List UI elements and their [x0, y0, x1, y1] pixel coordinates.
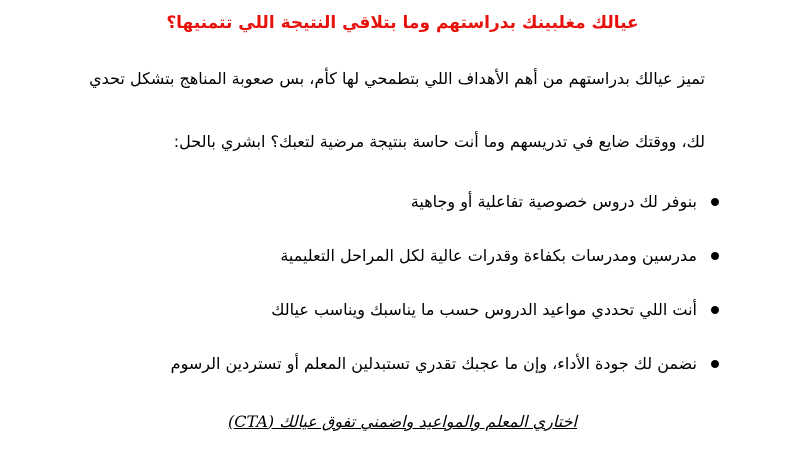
list-item-text: نضمن لك جودة الأداء، وإن ما عجبك تقدري تستبدلين المعلم أو تستردين الرسوم: [170, 354, 697, 373]
bullet-icon: [711, 252, 719, 260]
list-item: [171, 175, 719, 229]
list-item: [171, 229, 719, 283]
benefits-list: [171, 175, 719, 391]
list-item-text: أنت اللي تحددي مواعيد الدروس حسب ما يناسبك ويناسب عيالك: [271, 300, 697, 319]
document-title: عيالك مغلبينك بدراستهم وما بتلاقي النتيجة اللي تتمنيها؟: [166, 13, 639, 33]
list-item: [171, 283, 719, 337]
bullet-icon: [711, 306, 719, 314]
intro-paragraph-line-1: تميز عيالك بدراستهم من أهم الأهداف اللي بتطمحي لها كأم، بس صعوبة المناهج بتشكل تحدي: [89, 69, 705, 88]
list-item-text: بنوفر لك دروس خصوصية تفاعلية أو وجاهية: [410, 192, 697, 211]
call-to-action-text: اختاري المعلم والمواعيد واضمني تفوق عيالك (CTA): [228, 412, 577, 431]
list-item-text: مدرسين ومدرسات بكفاءة وقدرات عالية لكل المراحل التعليمية: [280, 246, 697, 265]
intro-paragraph-line-2: لك، ووقتك ضايع في تدريسهم وما أنت حاسة بنتيجة مرضية لتعبك؟ ابشري بالحل:: [173, 132, 705, 151]
bullet-icon: [711, 360, 719, 368]
list-item: [171, 337, 719, 391]
bullet-icon: [711, 198, 719, 206]
